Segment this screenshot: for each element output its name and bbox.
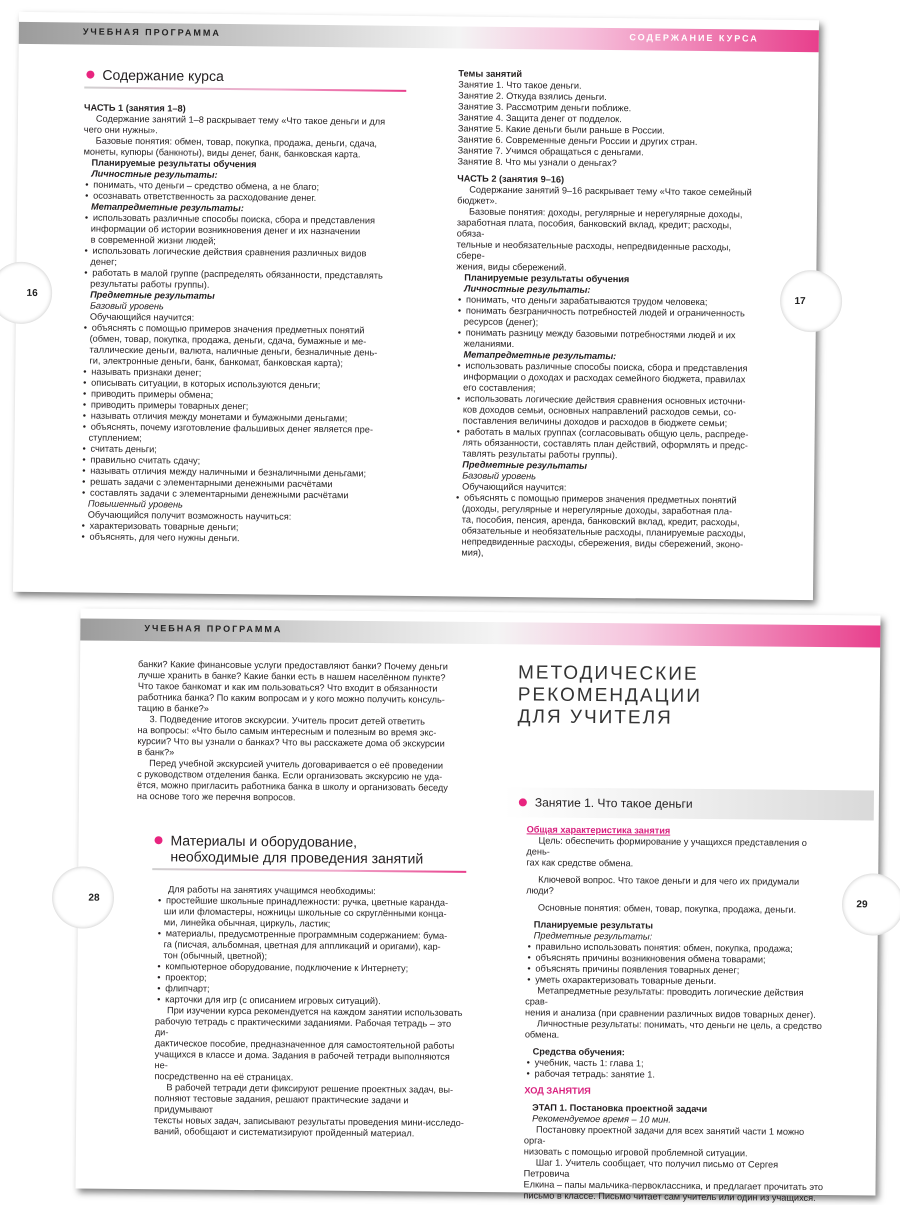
text-line: Елкина – папы мальчика-первоклассника, и предлагает прочитать это	[523, 1179, 824, 1193]
page-number-right-text: 17	[794, 295, 806, 307]
text-line: его составления;	[463, 382, 536, 394]
bullet-list-item: • понимать, что деньги зарабатываются трудом человека;	[456, 294, 756, 308]
bullet-list-item: • считать деньги;	[80, 443, 402, 457]
bullet-list-item: • осознавать ответственность за расходование денег.	[83, 191, 405, 205]
bullet-list-item: • понимать разницу между базовыми потребностями людей и их	[456, 327, 756, 341]
lesson-heading	[517, 794, 693, 812]
text-line: Общая характеристика занятия	[526, 824, 671, 836]
text-line: тацию в банке?»	[137, 703, 209, 714]
text-line: ши или фломастеры, ножницы школьные со скруглёнными конца-	[163, 906, 447, 919]
text-line: Метапредметные результаты:	[90, 201, 244, 214]
bullet-list-item: • материалы, предусмотренные программным содержанием: бума-	[156, 928, 466, 942]
text-line: Перед учебной экскурсией учитель договаривается о её проведении	[149, 758, 444, 771]
bullet-list-item: • проектор;	[155, 972, 465, 986]
text-line: Ключевой вопрос. Что такое деньги и для чего их придумали люди?	[526, 874, 800, 896]
bullet-list-item: • объяснять, для чего нужны деньги.	[80, 531, 402, 545]
text-line: гах как средстве обмена.	[526, 857, 634, 869]
text-line: лять обязанности, составлять план действий, оформлять и предс-	[462, 437, 748, 451]
text-line: Базовый уровень	[89, 300, 164, 312]
text-line: Метапредметные результаты: проводить логические действия срав-	[525, 985, 804, 1007]
book-spread-pages-16-17	[13, 12, 819, 600]
text-line: банки? Какие финансовые услуги предоставляют банки? Почему деньги	[138, 659, 448, 672]
text-line: ги, электронные деньги, банк, банкомат, банковская карта);	[89, 355, 343, 369]
text-line: ми, линейка обычная, циркуль, ластик;	[163, 917, 331, 929]
text-line: тельные и необязательные расходы, непредвиденные расходы, сбере-	[456, 239, 732, 261]
text-line: (доходы, регулярные и нерегулярные доходы, заработная пла-	[461, 503, 733, 517]
text-line: ХОД ЗАНЯТИЯ	[524, 1085, 591, 1096]
text-line: Занятие 1. Что такое деньги.	[458, 79, 582, 91]
bullet-list-item: • описывать ситуации, в которых используются деньги;	[81, 377, 403, 391]
text-line: Цель: обеспечить формирование у учащихся представления о день-	[526, 835, 807, 857]
bullet-list-item: • правильно использовать понятия: обмен, покупка, продажа;	[526, 941, 826, 955]
section-heading	[152, 832, 466, 867]
bullet-dot-icon	[154, 836, 162, 844]
left-column	[80, 67, 407, 546]
text-line: полняют тестовые задания, решают практические задачи и придумывают	[154, 1093, 409, 1115]
header-right-label: СОДЕРЖАНИЕ КУРСА	[629, 32, 759, 44]
bullet-list-item: • решать задачи с элементарными денежными расчётами	[80, 476, 402, 490]
text-line: ресурсов (денег);	[463, 316, 539, 328]
bullet-list-item: • объяснять с помощью примеров значения предметных понятий	[82, 323, 404, 337]
text-line: Базовый уровень	[462, 470, 537, 482]
text-line: Личностные результаты:	[464, 283, 591, 295]
bullet-list-item: • уметь охарактеризовать товарные деньги.	[525, 974, 825, 988]
text-line: непредвиденные расходы, сбережения, виды сбережений, эконо-	[461, 536, 744, 550]
text-line: тексты новых задач, записывают результаты проведения мини-исследо-	[154, 1115, 464, 1128]
bullet-list-item: • использовать различные способы поиска, сбора и представления	[455, 360, 755, 374]
text-line: дактическое пособие, предназначенное для самостоятельной работы	[154, 1038, 455, 1051]
text-line: Занятие 4. Защита денег от подделок.	[457, 112, 622, 125]
text-line: ЧАСТЬ 2 (занятия 9–16)	[457, 173, 565, 185]
bullet-list-item: • составлять задачи с элементарными денежными расчётами	[80, 487, 402, 501]
text-line: (обмен, товар, покупка, продажа, деньги, сдача, бумажные и ме-	[89, 333, 367, 347]
bullet-list-item: • приводить примеры товарных денег;	[81, 399, 403, 413]
book-spread-pages-28-29	[75, 609, 880, 1203]
text-line: Повышенный уровень	[87, 498, 183, 510]
bullet-list-item: • учебник, часть 1: глава 1;	[525, 1057, 825, 1071]
text-line: Планируемые результаты обучения	[91, 157, 257, 170]
text-line: Постановку проектной задачи для всех занятий части 1 можно орга-	[523, 1124, 805, 1146]
text-line: ётся, можно пригласить работника банка в школу и организовать беседу	[136, 780, 448, 793]
text-line: обязательные и необязательные расходы, планируемые расходы,	[461, 525, 746, 539]
page-number-left-text: 16	[26, 287, 38, 299]
header-left-label: УЧЕБНАЯ ПРОГРАММА	[144, 623, 283, 635]
text-line: жения, виды сбережений.	[456, 261, 567, 273]
text-line: Предметные результаты	[90, 289, 215, 301]
text-line: Темы занятий	[458, 68, 523, 80]
text-line: письмо в классе. Письмо читает сам учитель или один из учащихся.	[523, 1190, 816, 1203]
right-column	[523, 824, 826, 1204]
text-line: Обучающийся научится:	[462, 481, 567, 493]
text-line: Занятие 2. Откуда взялись деньги.	[458, 90, 607, 102]
bullet-list-item: • понимать безграничность потребностей людей и ограниченность	[456, 305, 756, 319]
bullet-list-item: • использовать логические действия сравнения различных видов	[83, 246, 405, 260]
chapter-title-line-2: РЕКОМЕНДАЦИИ	[517, 684, 703, 707]
chapter-title-line-1: МЕТОДИЧЕСКИЕ	[517, 662, 699, 685]
section-heading-text: Содержание курса	[102, 66, 224, 84]
section-underline	[84, 87, 406, 92]
bullet-dot-icon	[86, 71, 94, 79]
text-line: в современной жизни людей;	[90, 234, 216, 246]
text-line: Занятие 3. Рассмотрим деньги поближе.	[458, 101, 632, 114]
text-line: 3. Подведение итогов экскурсии. Учитель просит детей ответить	[149, 714, 426, 727]
text-line: нения и анализа (при сравнении различных видов товарных денег).	[524, 1007, 816, 1020]
text-line: Предметные результаты	[462, 459, 588, 471]
text-line: Основные понятия: обмен, товар, покупка, продажа, деньги.	[537, 902, 797, 915]
lesson-heading-text: Занятие 1. Что такое деньги	[534, 795, 693, 811]
bullet-list-item: • использовать логические действия сравнения основных источни-	[455, 393, 755, 407]
text-line: результаты работы группы).	[90, 278, 210, 290]
bullet-list-item: • характеризовать товарные деньги;	[80, 520, 402, 534]
section-heading	[84, 67, 406, 86]
section-underline	[152, 868, 466, 873]
text-line: Личностные результаты: понимать, что деньги не цель, а средство	[536, 1018, 822, 1032]
bullet-list-item: • работать в малых группах (согласовывать общую цель, распреде-	[455, 426, 755, 440]
text-line: ЧАСТЬ 1 (занятия 1–8)	[84, 102, 186, 114]
text-line: В рабочей тетради дети фиксируют решение проектных задач, вы-	[166, 1082, 454, 1095]
left-column-bottom-text	[134, 884, 466, 1140]
text-line: денег;	[90, 256, 118, 267]
text-line: Базовые понятия: обмен, товар, покупка, продажа, деньги, сдача,	[95, 135, 378, 149]
page-number-right	[780, 270, 843, 333]
text-line: мия),	[461, 547, 484, 558]
text-line: ваний, обобщают и систематизируют пройденный материал.	[153, 1126, 415, 1139]
text-line: Метапредметные результаты:	[463, 349, 617, 362]
text-line: чего они нужны».	[83, 124, 158, 136]
text-line: тон (обычный, цветной);	[163, 950, 268, 962]
text-line: низовать с помощью игровой проблемной ситуации.	[523, 1146, 748, 1159]
bullet-list-item: • приводить примеры обмена;	[81, 388, 403, 402]
text-line: Планируемые результаты	[533, 919, 654, 931]
text-line: обмена.	[524, 1029, 560, 1040]
text-line: Средства обучения:	[532, 1046, 625, 1058]
bullet-list-item: • правильно считать сдачу;	[80, 454, 402, 468]
bullet-list-item: • объяснять причины возникновения обмена товарами;	[525, 952, 825, 966]
bullet-list-item: • компьютерное оборудование, подключение к Интернету;	[155, 961, 465, 975]
bullet-list-item: • простейшие школьные принадлежности: ручка, цветные каранда-	[156, 895, 466, 909]
section-heading-line-1: Материалы и оборудование,	[170, 832, 358, 850]
text-line: информации о доходах и расходах семейного бюджета, правилах	[463, 371, 746, 385]
text-line: та, пособия, пенсия, аренда, банковский вклад, кредит, расходы,	[461, 514, 740, 528]
text-line: Занятие 5. Какие деньги были раньше в России.	[457, 123, 665, 136]
page-number-left	[52, 866, 115, 929]
page-number-left-text: 28	[88, 892, 100, 904]
text-line: При изучении курса рекомендуется на каждом занятии использовать	[166, 1005, 463, 1018]
text-line: Рекомендуемое время – 10 мин.	[532, 1113, 671, 1125]
page-number-right-text: 29	[856, 898, 868, 910]
bullet-list-item: • называть признаки денег;	[81, 366, 403, 380]
bullet-list-item: • объяснять, почему изготовление фальшивых денег является пре-	[81, 421, 403, 435]
text-line: га (писчая, альбомная, цветная для аппликаций и оригами), кар-	[163, 939, 441, 952]
text-line: монеты, купюры (банкноты), виды денег, банк, банковская карта.	[83, 146, 361, 160]
right-column	[453, 68, 758, 561]
bullet-list-item: • использовать различные способы поиска, сбора и представления	[83, 213, 405, 227]
bullet-list-item: • флипчарт;	[155, 983, 465, 997]
text-line: ЭТАП 1. Постановка проектной задачи	[532, 1102, 708, 1115]
text-line: работника банка? По каким вопросам и у кого можно получить консуль-	[137, 692, 445, 705]
page-number-left	[0, 262, 52, 325]
bullet-list-item: • карточки для игр (с описанием игровых ситуаций).	[155, 994, 465, 1008]
text-line: Базовые понятия: доходы, регулярные и нерегулярные доходы,	[468, 206, 743, 220]
text-line: лучше хранить в банке? Какие банки есть в нашем населённом пункте?	[137, 670, 446, 683]
text-line: посредственно на её страницах.	[154, 1071, 294, 1083]
text-line: на основе того же перечня вопросов.	[136, 791, 296, 803]
page-number-right	[842, 873, 900, 936]
section-heading-line-2: необходимые для проведения занятий	[170, 848, 424, 867]
text-line: заработная плата, пособия, банковский вклад, кредит; расходы, обяза-	[456, 217, 732, 239]
text-line: ступлением;	[88, 432, 142, 444]
bullet-list-item: • работать в малой группе (распределять обязанности, представлять	[82, 268, 404, 282]
text-line: Планируемые результаты обучения	[464, 272, 630, 285]
text-line: рабочую тетрадь с практическими заданиями. Рабочая тетрадь – это ди-	[154, 1016, 452, 1038]
text-line: Обучающийся научится:	[89, 311, 195, 323]
bullet-list-item: • рабочая тетрадь: занятие 1.	[524, 1068, 824, 1082]
text-line: бюджет».	[457, 195, 498, 206]
text-line: Содержание занятий 1–8 раскрывает тему «Что такое деньги и для	[95, 113, 386, 127]
left-column-top-text	[137, 659, 468, 805]
running-header	[19, 22, 819, 52]
bullet-list-item: • понимать, что деньги – средство обмена, а не благо;	[83, 180, 405, 194]
text-line: ков доходов семьи, основных направлений расходов семьи, со-	[462, 404, 737, 418]
text-line: на вопросы: «Что было самым интересным и полезным во время экс-	[137, 725, 437, 738]
running-header	[80, 619, 880, 648]
chapter-title	[518, 662, 703, 730]
bullet-list-item: • называть отличия между наличными и безналичными деньгами;	[80, 465, 402, 479]
text-line: Обучающийся получит возможность научиться:	[87, 509, 292, 522]
text-line: Шаг 1. Учитель сообщает, что получил письмо от Сергея Петровича	[523, 1157, 779, 1179]
text-line: Занятие 6. Современные деньги России и других стран.	[457, 134, 698, 147]
bullet-dot-icon	[519, 798, 527, 806]
text-line: Содержание занятий 9–16 раскрывает тему «Что такое семейный	[469, 184, 752, 198]
text-line: Для работы на занятиях учащимся необходимы:	[168, 884, 376, 897]
text-line: с руководством отделения банка. Если организовать экскурсию не уда-	[137, 769, 443, 782]
right-column-text	[523, 824, 826, 1204]
text-line: информации об истории возникновения денег и их назначении	[90, 223, 361, 237]
text-line: Занятие 7. Учимся обращаться с деньгами.	[457, 145, 644, 158]
text-line: желаниями.	[463, 338, 515, 350]
left-column	[134, 659, 468, 1140]
bullet-list-item: • объяснять причины появления товарных денег;	[525, 963, 825, 977]
text-line: Занятие 8. Что мы узнали о деньгах?	[457, 156, 617, 169]
left-column-text	[80, 103, 407, 546]
bullet-list-item: • объяснять с помощью примеров значения предметных понятий	[454, 492, 754, 506]
text-line: в банк?»	[137, 747, 175, 758]
header-left-label: УЧЕБНАЯ ПРОГРАММА	[82, 26, 221, 38]
text-line: Что такое банкомат и как им пользоваться? Что входит в обязанности	[137, 681, 438, 694]
text-line: таллические деньги, валюта, наличные деньги, безналичные день-	[89, 344, 378, 358]
text-line: тавлять результаты работы группы).	[462, 448, 618, 461]
chapter-title-line-3: ДЛЯ УЧИТЕЛЯ	[517, 706, 673, 729]
text-line: Личностные результаты:	[91, 168, 218, 180]
text-line: учащихся в классе и дома. Задания в рабочей тетради выполняются не-	[154, 1049, 450, 1071]
bullet-list-item: • называть отличия между монетами и бумажными деньгами;	[81, 410, 403, 424]
text-line: курсии? Что вы узнали о банках? Что вы расскажете дома об экскурсии	[137, 736, 445, 749]
right-column-text	[453, 68, 758, 561]
text-line: поставления величины доходов и расходов в бюджете семьи;	[462, 415, 728, 429]
text-line: Предметные результаты:	[533, 930, 653, 942]
